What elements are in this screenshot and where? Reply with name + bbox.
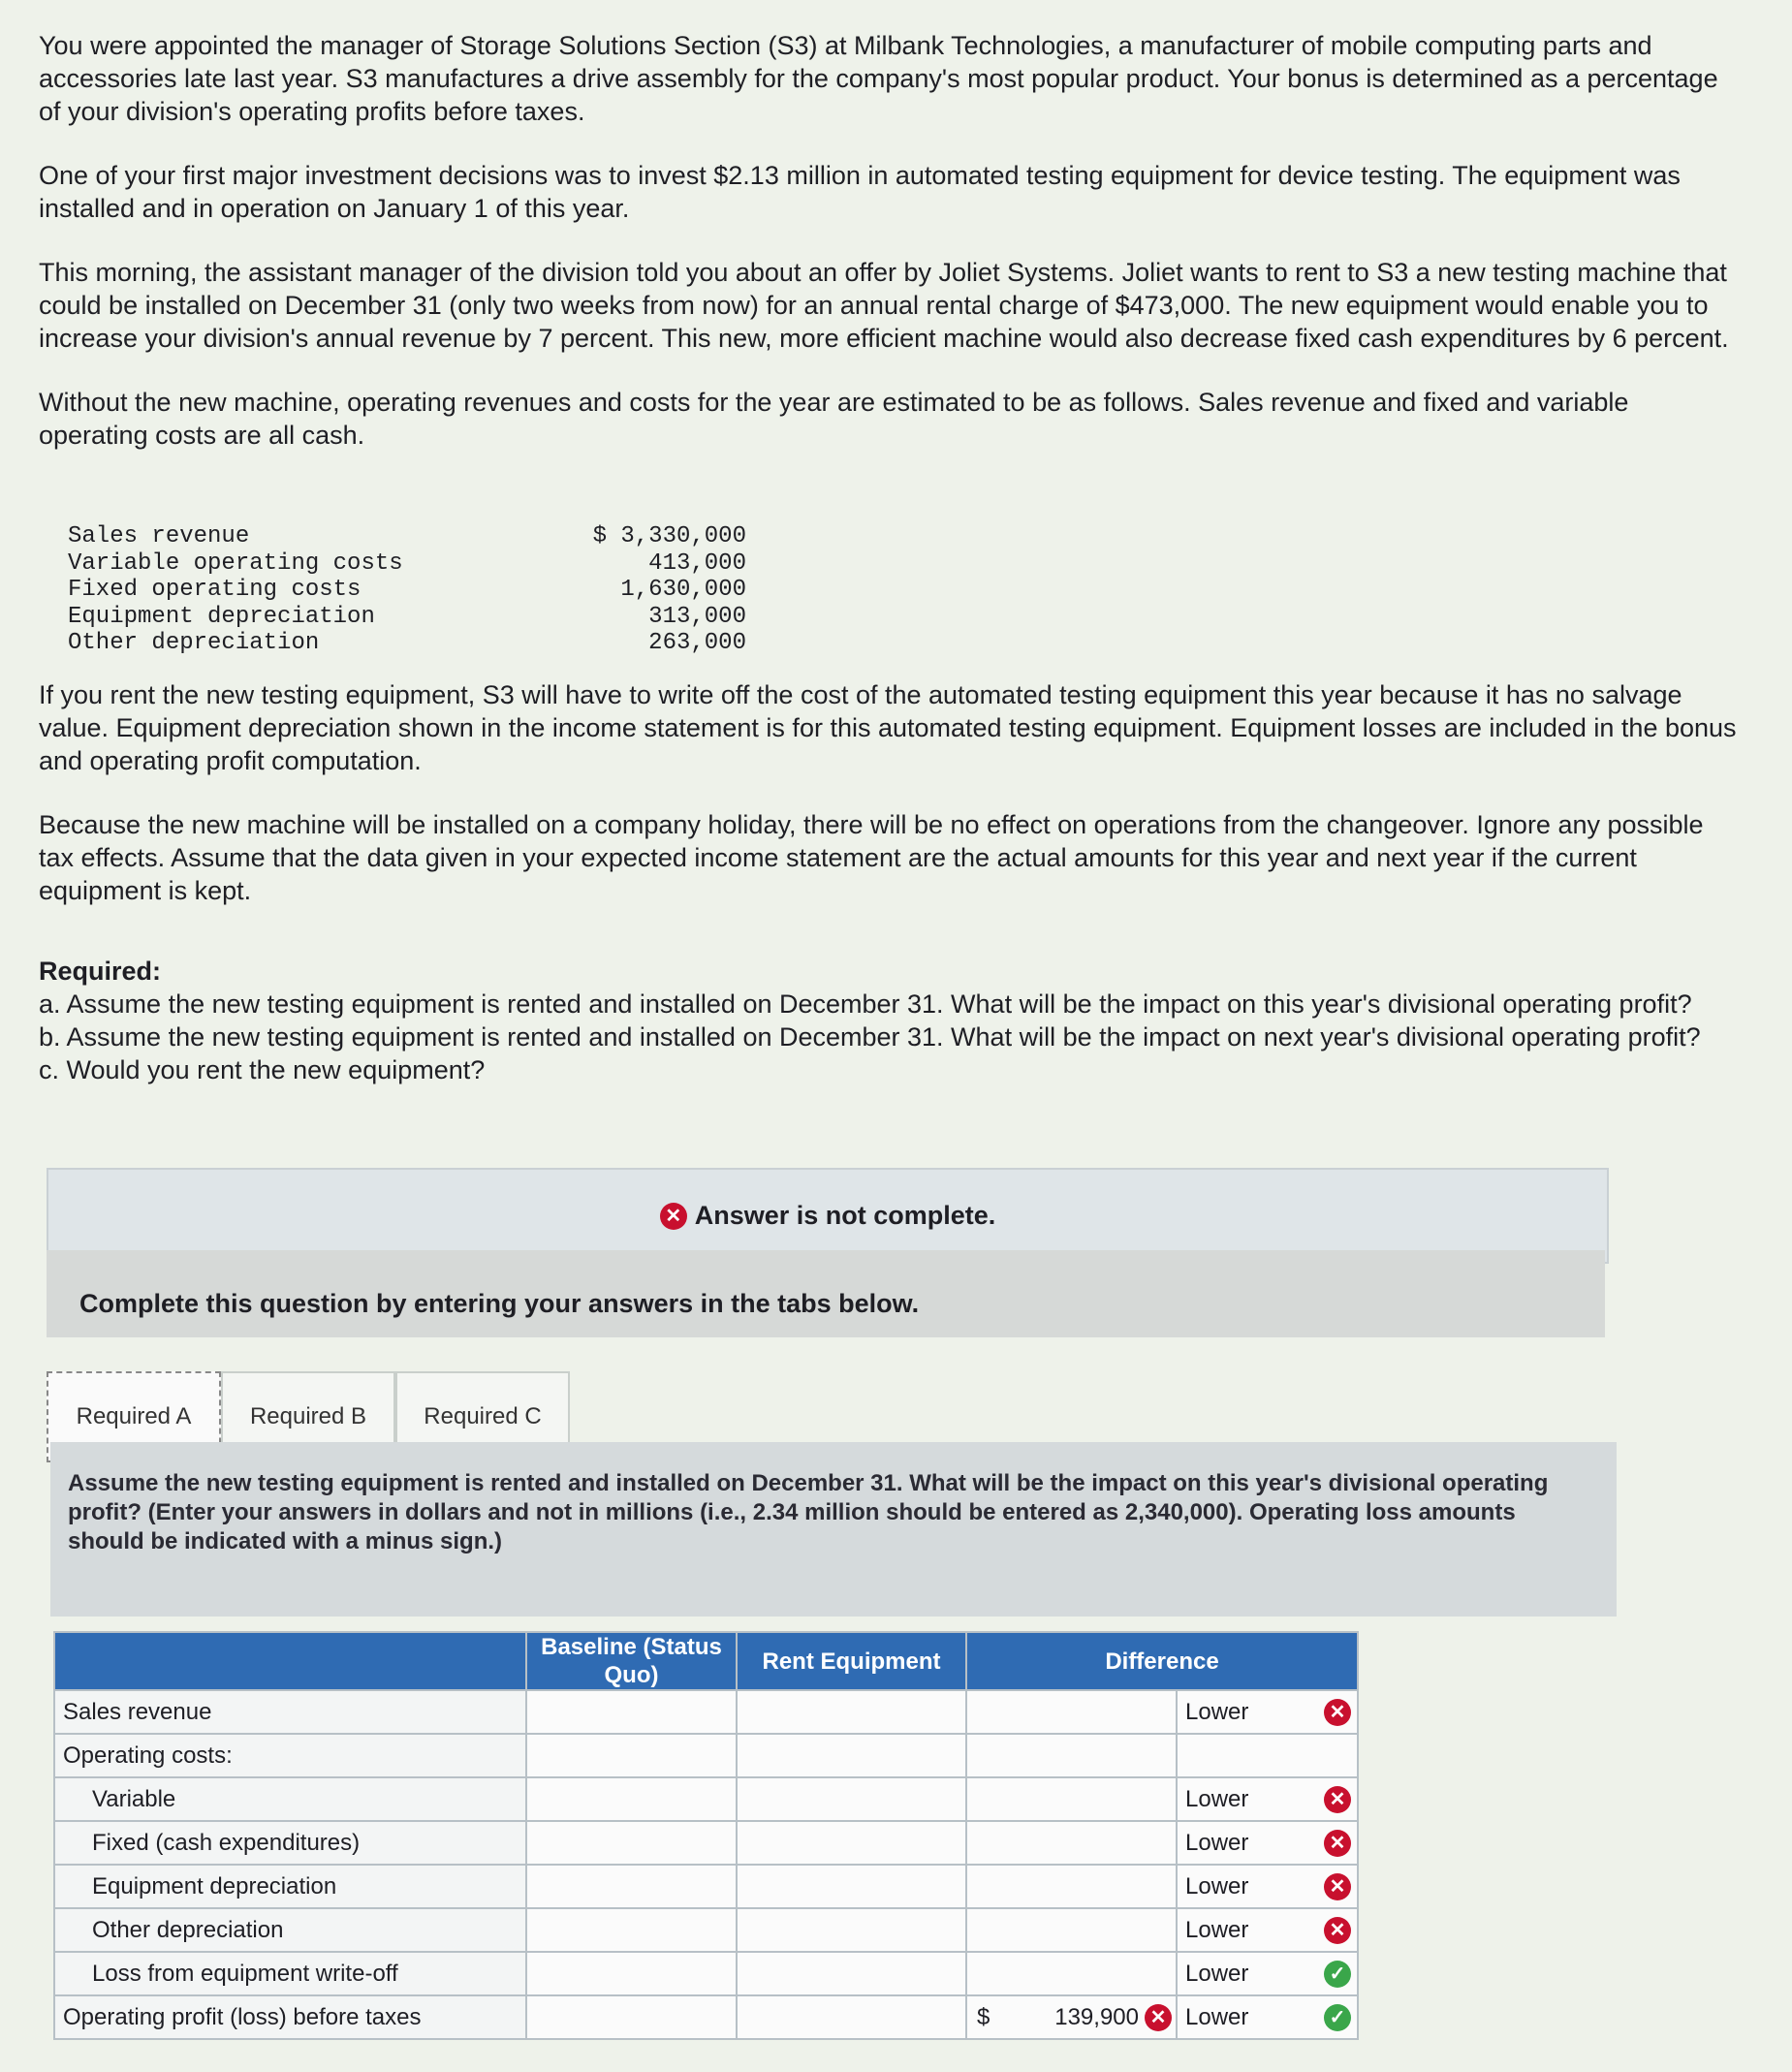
instruction-text: Complete this question by entering your answers in the tabs below. (47, 1250, 1605, 1337)
tab-required-a[interactable]: Required A (47, 1371, 221, 1462)
table-row (54, 1734, 1358, 1777)
direction-select[interactable] (1177, 1952, 1358, 1995)
header-rent: Rent Equipment (737, 1632, 966, 1690)
direction-value: Lower (1185, 1785, 1249, 1812)
table-row (54, 1777, 1358, 1821)
currency-symbol: $ (977, 2003, 990, 2030)
problem-paragraph: One of your first major investment decisions was to invest $2.13 million in automated testing equipment for device testing. The equipment was installed and in operation on January 1 of this year. (39, 161, 1681, 223)
financial-statement (68, 523, 746, 657)
rent-input[interactable] (737, 1690, 966, 1734)
direction-select[interactable] (1177, 1995, 1358, 2039)
correct-check-icon: ✓ (1324, 2004, 1351, 2031)
row-label: Sales revenue (54, 1690, 526, 1734)
problem-paragraph: Because the new machine will be installed on a company holiday, there will be no effect on operations from the changeover. Ignore any possible tax effects. Assume that the data given in your expected income statement are the actual amounts for this year and next year if the current equipment is kept. (39, 810, 1704, 905)
direction-value: Lower (1185, 1698, 1249, 1725)
incorrect-icon: ✕ (1324, 1786, 1351, 1813)
baseline-input[interactable] (526, 1821, 737, 1865)
fin-value: 413,000 (648, 549, 746, 577)
rent-input[interactable] (737, 1908, 966, 1952)
row-label: Operating costs: (54, 1734, 526, 1777)
baseline-input[interactable] (526, 1908, 737, 1952)
incorrect-icon: ✕ (1324, 1699, 1351, 1726)
problem-paragraph: This morning, the assistant manager of the division told you about an offer by Joliet Systems. Joliet wants to rent to S3 a new testing machine that could be installed on December 31 (only two weeks from now) for an annual rental charge of $473,000. The new equipment would enable you to increase your division's annual revenue by 7 percent. This new, more efficient machine would also decrease fixed cash expenditures by 6 percent. (39, 258, 1729, 353)
fin-value: 263,000 (648, 630, 746, 656)
direction-value: Lower (1185, 1829, 1249, 1856)
tab-required-b[interactable]: Required B (221, 1371, 395, 1460)
fin-value: 313,000 (648, 603, 746, 630)
difference-cell (966, 1734, 1177, 1777)
baseline-input[interactable] (526, 1777, 737, 1821)
header-difference: Difference (966, 1632, 1358, 1690)
table-row (54, 1952, 1358, 1995)
problem-text-2 (39, 678, 1745, 938)
rent-input[interactable] (737, 1777, 966, 1821)
difference-input[interactable] (966, 1690, 1177, 1734)
incorrect-icon: ✕ (1324, 1830, 1351, 1857)
row-label: Operating profit (loss) before taxes (54, 1995, 526, 2039)
direction-select[interactable] (1177, 1690, 1358, 1734)
difference-input[interactable] (966, 1821, 1177, 1865)
baseline-input[interactable] (526, 1690, 737, 1734)
banner-text: Answer is not complete. (694, 1201, 996, 1230)
direction-select[interactable] (1177, 1821, 1358, 1865)
table-row (54, 1865, 1358, 1908)
direction-select[interactable] (1177, 1777, 1358, 1821)
rent-input[interactable] (737, 1821, 966, 1865)
required-section (39, 955, 1745, 1086)
difference-value: 139,900 (1054, 2003, 1139, 2030)
problem-text (39, 29, 1745, 483)
row-label: Other depreciation (54, 1908, 526, 1952)
required-b: b. Assume the new testing equipment is rented and installed on December 31. What will be the impact on next year's divisional operating profit? (39, 1022, 1701, 1052)
question-prompt: Assume the new testing equipment is rented and installed on December 31. What will be the impact on this year's divisional operating profit? (Enter your answers in dollars and not in millions (i.e., 2.34 million should be entered as 2,340,000). Operating loss amounts should be indicated with a minus sign.) (50, 1442, 1617, 1617)
fin-value: 1,630,000 (620, 577, 746, 603)
difference-input[interactable] (966, 1908, 1177, 1952)
rent-cell (737, 1734, 966, 1777)
fin-label: Sales revenue (68, 523, 250, 549)
answer-table (53, 1631, 1359, 2040)
row-label: Variable (54, 1777, 526, 1821)
required-heading: Required: (39, 957, 162, 986)
baseline-input[interactable] (526, 1952, 737, 1995)
direction-value: Lower (1185, 1960, 1249, 1987)
required-c: c. Would you rent the new equipment? (39, 1055, 486, 1084)
table-row (54, 1995, 1358, 2039)
incorrect-icon: ✕ (1324, 1873, 1351, 1900)
tab-required-c[interactable]: Required C (395, 1371, 570, 1460)
rent-input[interactable] (737, 1952, 966, 1995)
table-row (54, 1821, 1358, 1865)
direction-value: Lower (1185, 1916, 1249, 1943)
header-baseline: Baseline (Status Quo) (526, 1632, 737, 1690)
rent-input[interactable] (737, 1995, 966, 2039)
fin-label: Variable operating costs (68, 549, 403, 577)
row-label: Equipment depreciation (54, 1865, 526, 1908)
fin-label: Fixed operating costs (68, 577, 362, 603)
correct-check-icon: ✓ (1324, 1961, 1351, 1988)
direction-value: Lower (1185, 2003, 1249, 2030)
problem-paragraph: You were appointed the manager of Storage Solutions Section (S3) at Milbank Technologies, a manufacturer of mobile computing parts and accessories late last year. S3 manufactures a drive assembly for the company's most popular product. Your bonus is determined as a percentage of your division's operating profits before taxes. (39, 31, 1718, 126)
row-label: Fixed (cash expenditures) (54, 1821, 526, 1865)
baseline-cell (526, 1734, 737, 1777)
difference-input[interactable] (966, 1865, 1177, 1908)
required-a: a. Assume the new testing equipment is rented and installed on December 31. What will be the impact on this year's divisional operating profit? (39, 989, 1692, 1019)
header-label (54, 1632, 526, 1690)
direction-select[interactable] (1177, 1908, 1358, 1952)
baseline-input[interactable] (526, 1995, 737, 2039)
row-label: Loss from equipment write-off (54, 1952, 526, 1995)
direction-value: Lower (1185, 1872, 1249, 1899)
error-icon: ✕ (660, 1203, 687, 1230)
rent-input[interactable] (737, 1865, 966, 1908)
fin-label: Other depreciation (68, 630, 320, 656)
difference-input[interactable] (966, 1995, 1177, 2039)
table-row (54, 1690, 1358, 1734)
table-row (54, 1908, 1358, 1952)
fin-label: Equipment depreciation (68, 603, 375, 630)
incorrect-icon: ✕ (1145, 2004, 1172, 2031)
direction-select[interactable] (1177, 1865, 1358, 1908)
difference-input[interactable] (966, 1777, 1177, 1821)
direction-cell (1177, 1734, 1358, 1777)
problem-paragraph: If you rent the new testing equipment, S3 will have to write off the cost of the automated testing equipment this year because it has no salvage value. Equipment depreciation shown in the income statement is for this automated testing equipment. Equipment losses are included in the bonus and operating profit computation. (39, 680, 1737, 775)
fin-value: $ 3,330,000 (592, 523, 746, 549)
incorrect-icon: ✕ (1324, 1917, 1351, 1944)
baseline-input[interactable] (526, 1865, 737, 1908)
difference-input[interactable] (966, 1952, 1177, 1995)
problem-paragraph: Without the new machine, operating revenues and costs for the year are estimated to be as follows. Sales revenue and fixed and variable operating costs are all cash. (39, 388, 1629, 450)
